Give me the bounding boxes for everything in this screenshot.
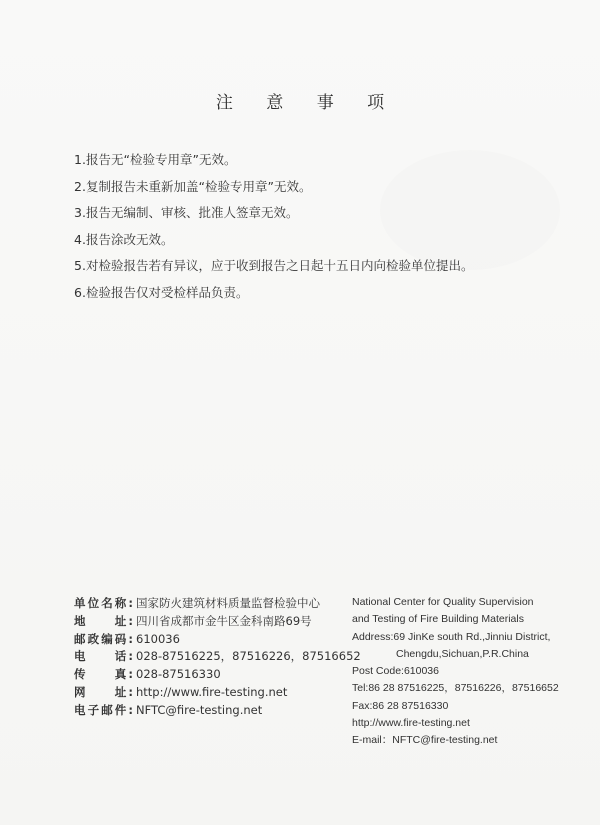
contact-english [352, 594, 592, 750]
contact-en-line: http://www.fire-testing.net [352, 717, 470, 730]
contact-row [74, 702, 344, 720]
contact-en-line: and Testing of Fire Building Materials [352, 613, 524, 626]
page-title: 注 意 事 项 [215, 93, 399, 113]
contact-label: 电子邮件: [74, 702, 133, 717]
contact-label: 地 址: [74, 613, 133, 628]
note-text: 对检验报告若有异议，应于收到报告之日起十五日内向检验单位提出。 [86, 258, 474, 273]
contact-row [74, 613, 344, 631]
note-number: 3. [74, 205, 86, 220]
contact-label: 邮政编码: [74, 631, 133, 646]
note-number: 1. [74, 152, 86, 167]
contact-value: NFTC@fire-testing.net [136, 702, 263, 717]
note-item [74, 203, 554, 230]
contact-row [74, 684, 344, 702]
contact-row [74, 595, 344, 613]
note-item [74, 177, 554, 204]
note-item [74, 150, 554, 177]
contact-en-line: Chengdu,Sichuan,P.R.China [396, 647, 529, 660]
note-text: 报告涂改无效。 [86, 231, 174, 247]
note-text: 复制报告未重新加盖“检验专用章”无效。 [86, 178, 312, 194]
contact-en-line: National Center for Quality Supervision [352, 596, 534, 608]
note-number: 6. [74, 284, 86, 300]
contact-en-line: Address:69 JinKe south Rd.,Jinniu District, [352, 630, 551, 643]
note-number: 2. [74, 178, 86, 194]
contact-label: 网 址: [74, 684, 133, 699]
contact-en-line: E-mail：NFTC@fire-testing.net [352, 734, 498, 747]
note-text: 检验报告仅对受检样品负责。 [86, 284, 249, 300]
contact-label: 单位名称: [74, 596, 133, 610]
contact-row [74, 666, 344, 684]
contact-value: 四川省成都市金牛区金科南路69号 [136, 613, 312, 628]
contact-chinese [74, 595, 361, 720]
contact-value: 610036 [136, 631, 180, 646]
contact-en-line: Fax:86 28 87516330 [352, 699, 449, 712]
contact-value: 028-87516225，87516226，87516652 [136, 649, 361, 664]
note-text: 报告无“检验专用章”无效。 [86, 152, 237, 167]
contact-en-line: Post Code:610036 [352, 665, 439, 678]
contact-row [74, 648, 361, 666]
contact-en-line: Tel:86 28 87516225，87516226，87516652 [352, 682, 559, 695]
contact-label: 传 真: [74, 667, 133, 682]
contact-value: 国家防火建筑材料质量监督检验中心 [136, 596, 320, 610]
note-item [74, 283, 554, 310]
note-item [74, 230, 554, 257]
note-number: 5. [74, 258, 86, 273]
note-item [74, 256, 554, 283]
notes-list [74, 150, 554, 309]
contact-value: http://www.fire-testing.net [136, 684, 288, 699]
contact-label: 电 话: [74, 649, 133, 664]
note-number: 4. [74, 231, 86, 247]
contact-row [74, 631, 344, 649]
contact-value: 028-87516330 [136, 667, 221, 682]
note-text: 报告无编制、审核、批准人签章无效。 [86, 205, 299, 220]
